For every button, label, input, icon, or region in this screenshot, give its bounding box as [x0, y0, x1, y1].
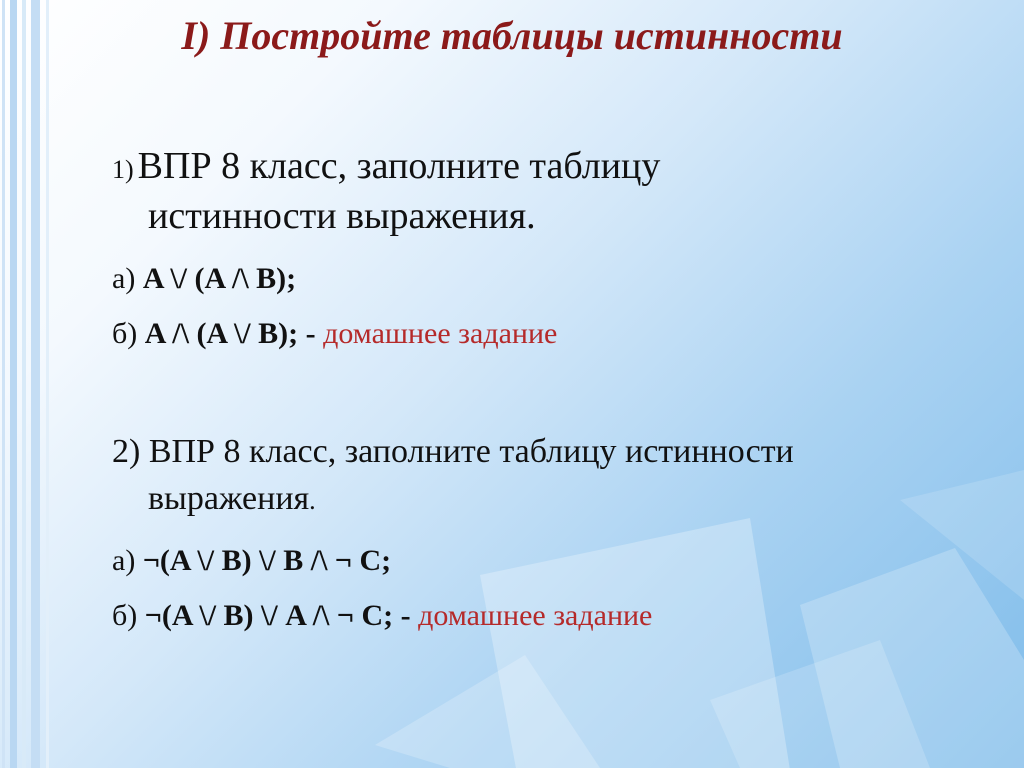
- task2-text-line2: выражения: [148, 480, 310, 517]
- task1-item-b-homework-note: домашнее задание: [323, 317, 558, 350]
- task2-heading-line2: [148, 480, 316, 518]
- task1-item-a-label: а): [112, 262, 136, 295]
- task1-text-line2: истинности выражения.: [148, 195, 536, 237]
- task2-period: .: [309, 486, 316, 515]
- task1-text-line1: ВПР 8 класс, заполните таблицу: [137, 145, 661, 187]
- task2-item-b-homework-note: домашнее задание: [418, 599, 653, 632]
- slide-title: I) Постройте таблицы истинности: [181, 13, 843, 58]
- task2-item-b-label: б): [112, 599, 138, 632]
- task2-item-b-expression: ¬(A \/ B) \/ A /\ ¬ C; -: [144, 599, 411, 632]
- task1-item-a-expression: A \/ (A /\ B);: [142, 262, 297, 295]
- task2-item-b: [112, 599, 652, 633]
- task2-item-a-label: а): [112, 544, 136, 577]
- task2-item-a: [112, 544, 391, 578]
- task1-number: 1): [112, 155, 134, 184]
- task2-text-line1: 2) ВПР 8 класс, заполните таблицу истинности: [112, 433, 794, 470]
- task1-item-b-expression: A /\ (A \/ B); -: [144, 317, 316, 350]
- task1-item-b: [112, 317, 557, 351]
- task1-item-a: [112, 262, 296, 296]
- task1-heading-line1: [112, 144, 660, 188]
- task1-item-b-label: б): [112, 317, 138, 350]
- task2-item-a-expression: ¬(A \/ B) \/ B /\ ¬ C;: [142, 544, 392, 577]
